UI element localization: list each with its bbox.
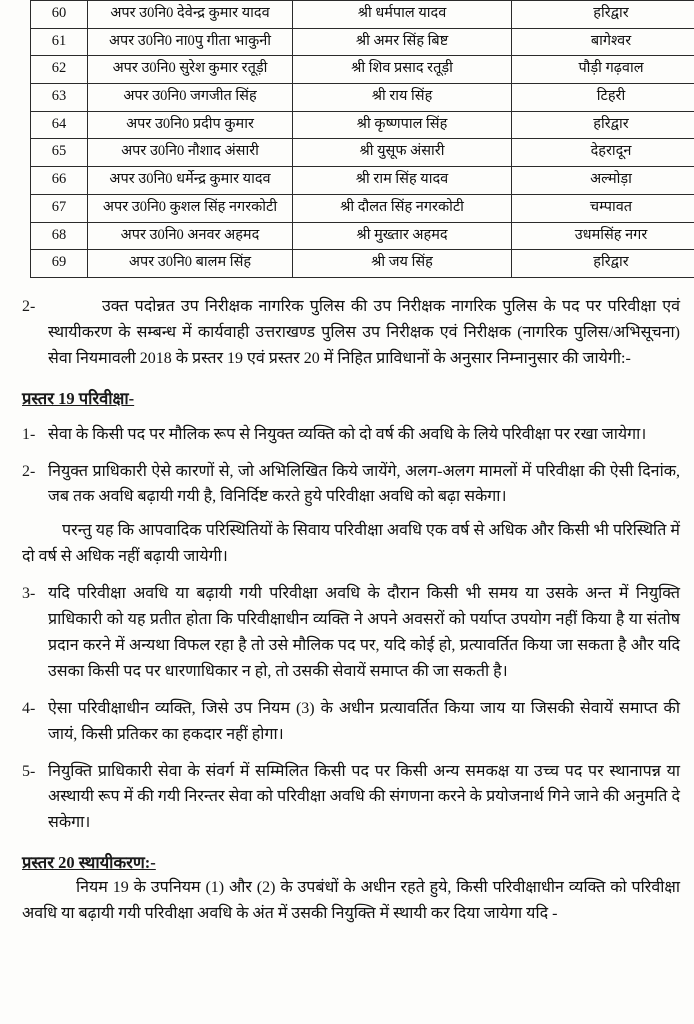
clause-5-marker: 5- [22, 762, 36, 780]
clause-2 [22, 459, 680, 511]
row-name: श्री अमर सिंह बिष्ट [293, 28, 512, 56]
clause-4-text: ऐसा परिवीक्षाधीन व्यक्ति, जिसे उप नियम (3) के अधीन प्रत्यावर्तित किया जाय या जिसकी सेवायें समाप्त की जायं, किसी प्रतिकर का हकदार नहीं होगा। [48, 699, 680, 743]
row-district: पौड़ी गढ़वाल [512, 56, 694, 84]
clause-1-text: सेवा के किसी पद पर मौलिक रूप से नियुक्त व्यक्ति को दो वर्ष की अवधि के लिये परिवीक्षा पर रखा जायेगा। [48, 425, 647, 443]
table-body [31, 1, 694, 278]
table-row [31, 250, 694, 278]
clause-2-marker: 2- [22, 462, 36, 480]
row-district: टिहरी [512, 84, 694, 112]
row-post: अपर उ0नि0 प्रदीप कुमार [88, 111, 293, 139]
row-district: देहरादून [512, 139, 694, 167]
table-row [31, 1, 694, 29]
row-serial: 65 [31, 139, 88, 167]
table-row [31, 111, 694, 139]
row-serial: 68 [31, 222, 88, 250]
row-name: श्री मुख्तार अहमद [293, 222, 512, 250]
section-20-text: नियम 19 के उपनियम (1) और (2) के उपबंधों के अधीन रहते हुये, किसी परिवीक्षाधीन व्यक्ति को परिवीक्षा अवधि या बढ़ायी गयी परिवीक्षा अवधि के अंत में उसकी नियुक्ति में स्थायी कर दिया जायेगा यदि - [22, 879, 680, 923]
clause-4 [22, 696, 680, 748]
section-20 [22, 836, 680, 927]
row-post: अपर उ0नि0 देवेन्द्र कुमार यादव [88, 1, 293, 29]
row-name: श्री राय सिंह [293, 84, 512, 112]
section-19-heading: प्रस्तर 19 परिवीक्षा- [22, 388, 135, 408]
row-serial: 69 [31, 250, 88, 278]
intro-paragraph [22, 294, 680, 372]
row-serial: 67 [31, 194, 88, 222]
row-district: चम्पावत [512, 194, 694, 222]
table-row [31, 222, 694, 250]
table-row [31, 194, 694, 222]
clause-1 [22, 422, 680, 448]
row-district: उधमसिंह नगर [512, 222, 694, 250]
row-serial: 63 [31, 84, 88, 112]
row-name: श्री जय सिंह [293, 250, 512, 278]
clause-2-proviso: परन्तु यह कि आपवादिक परिस्थितियों के सिवाय परिवीक्षा अवधि एक वर्ष से अधिक और किसी भी परिस्थिति में दो वर्ष से अधिक नहीं बढ़ायी जायेगी। [22, 522, 680, 566]
row-name: श्री दौलत सिंह नगरकोटी [293, 194, 512, 222]
promotion-roster-table [30, 0, 694, 278]
row-post: अपर उ0नि0 धर्मेन्द्र कुमार यादव [88, 167, 293, 195]
row-serial: 62 [31, 56, 88, 84]
row-name: श्री कृष्णपाल सिंह [293, 111, 512, 139]
clause-3 [22, 581, 680, 685]
clause-1-marker: 1- [22, 425, 36, 443]
intro-marker: 2- [22, 297, 36, 315]
clause-5 [22, 759, 680, 837]
clause-3-text: यदि परिवीक्षा अवधि या बढ़ायी गयी परिवीक्षा अवधि के दौरान किसी भी समय या उसके अन्त में नियुक्ति प्राधिकारी को यह प्रतीत होता कि परिवीक्षाधीन व्यक्ति ने अपने अवसरों को पर्याप्त उपयोग नहीं किया है या संतोष प्रदान करने में अन्यथा विफल रहा है तो उसे मौलिक पद पर, यदि कोई हो, प्रत्यावर्तित किया जा सकता है और यदि उसका किसी पद पर धारणाधिकार न हो, तो उसकी सेवायें समाप्त की जा सकती है। [48, 585, 680, 680]
row-post: अपर उ0नि0 ना0पु गीता भाकुनी [88, 28, 293, 56]
table-row [31, 28, 694, 56]
row-serial: 66 [31, 167, 88, 195]
row-serial: 60 [31, 1, 88, 29]
row-post: अपर उ0नि0 जगजीत सिंह [88, 84, 293, 112]
table-row [31, 56, 694, 84]
table-row [31, 139, 694, 167]
row-name: श्री धर्मपाल यादव [293, 1, 512, 29]
row-post: अपर उ0नि0 कुशल सिंह नगरकोटी [88, 194, 293, 222]
row-post: अपर उ0नि0 अनवर अहमद [88, 222, 293, 250]
row-name: श्री शिव प्रसाद रतूड़ी [293, 56, 512, 84]
table-row [31, 84, 694, 112]
row-district: अल्मोड़ा [512, 167, 694, 195]
section-20-heading: प्रस्तर 20 स्थायीकरण:- [22, 853, 156, 873]
row-post: अपर उ0नि0 सुरेश कुमार रतूड़ी [88, 56, 293, 84]
row-district: हरिद्वार [512, 111, 694, 139]
row-post: अपर उ0नि0 बालम सिंह [88, 250, 293, 278]
section-19 [22, 372, 680, 837]
intro-text: उक्त पदोन्नत उप निरीक्षक नागरिक पुलिस की उप निरीक्षक नागरिक पुलिस के पद पर परिवीक्षा एवं स्थायीकरण के सम्बन्ध में कार्यवाही उत्तराखण्ड पुलिस उप निरीक्षक एवं निरीक्षक (नागरिक पुलिस/अभिसूचना) सेवा नियमावली 2018 के प्रस्तर 19 एवं प्रस्तर 20 में निहित प्राविधानों के अनुसार निम्नानुसार की जायेगी:- [48, 297, 680, 367]
clause-4-marker: 4- [22, 699, 36, 717]
row-name: श्री युसूफ अंसारी [293, 139, 512, 167]
row-serial: 64 [31, 111, 88, 139]
table-row [31, 167, 694, 195]
row-name: श्री राम सिंह यादव [293, 167, 512, 195]
row-post: अपर उ0नि0 नौशाद अंसारी [88, 139, 293, 167]
clause-3-marker: 3- [22, 585, 36, 603]
clause-2-text: नियुक्त प्राधिकारी ऐसे कारणों से, जो अभिलिखित किये जायेंगे, अलग-अलग मामलों में परिवीक्षा की ऐसी दिनांक, जब तक अवधि बढ़ायी गयी है, विनिर्दिष्ट करते हुये परिवीक्षा अवधि को बढ़ा सकेगा। [48, 462, 680, 506]
row-district: बागेश्वर [512, 28, 694, 56]
row-serial: 61 [31, 28, 88, 56]
row-district: हरिद्वार [512, 250, 694, 278]
row-district: हरिद्वार [512, 1, 694, 29]
clause-5-text: नियुक्ति प्राधिकारी सेवा के संवर्ग में सम्मिलित किसी पद पर किसी अन्य समकक्ष या उच्च पद पर स्थानापन्न या अस्थायी रूप में की गयी निरन्तर सेवा को परिवीक्षा अवधि की संगणना करने के प्रयोजनार्थ गिने जाने की अनुमति दे सकेगा। [48, 762, 680, 832]
